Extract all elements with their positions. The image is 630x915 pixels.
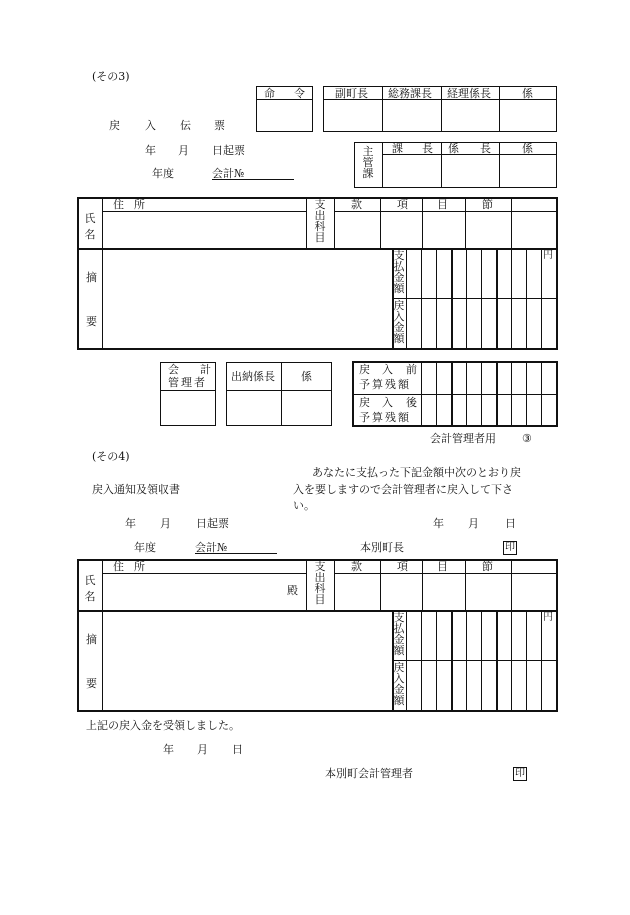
receipt-year: 年 (163, 743, 174, 756)
form3-col-setsu: 節 (482, 198, 493, 211)
form4-date-year: 年 (125, 517, 136, 530)
form4-date-month: 月 (160, 517, 171, 530)
section-label-3: (その3) (92, 70, 130, 83)
form4-col-kou: 項 (397, 560, 408, 573)
approval-section-chief-2: 長 (422, 142, 433, 155)
approval-deputy-mayor: 副町長 (335, 87, 368, 100)
approval-clerk-2: 係 (522, 142, 533, 155)
form3-col-moku: 目 (437, 198, 448, 211)
accountant-label-3: 管理者 (168, 376, 207, 389)
form3-paid-label: 支払金額 (393, 249, 405, 295)
accountant-label-2: 計 (200, 363, 211, 376)
form3-summary-2: 要 (86, 315, 97, 328)
form4-summary-2: 要 (86, 677, 97, 690)
form3-col-kan: 款 (351, 198, 362, 211)
form4-col-moku: 目 (437, 560, 448, 573)
form4-fiscal-year: 年度 (134, 541, 156, 554)
form4-col-kan: 款 (351, 560, 362, 573)
form3-account-no (212, 168, 294, 180)
after-label-2: 入 (382, 396, 393, 409)
approval-clerk: 係 (522, 87, 533, 100)
section-label-4: (その4) (92, 450, 130, 463)
before-label-1: 戻 (359, 363, 370, 376)
form4-account-no (195, 542, 277, 554)
approval-section-chief-1: 課 (392, 142, 403, 155)
form3-title-char-1: 戻 (109, 119, 120, 132)
accountant-label-1: 会 (168, 363, 179, 376)
form4-summary-1: 摘 (86, 633, 97, 646)
form4-col-setsu: 節 (482, 560, 493, 573)
form4-right-day: 日 (505, 517, 516, 530)
form4-yen: 円 (543, 612, 553, 623)
after-label-4: 予算残額 (359, 411, 411, 424)
cashier-label: 出納係長 (231, 370, 275, 383)
receipt-text: 上記の戻入金を受領しました。 (86, 719, 240, 732)
approval-order-c2: 令 (294, 87, 305, 100)
form3-fiscal-year: 年度 (152, 167, 174, 180)
form3-date-suffix: 日起票 (212, 144, 245, 157)
form3-address-1: 住 (113, 198, 124, 211)
form4-account-no-text: 会計№ (195, 542, 277, 554)
accountant-name: 本別町会計管理者 (325, 767, 413, 780)
form3-account-no-text: 会計№ (212, 168, 294, 180)
cashier-clerk-label: 係 (301, 370, 312, 383)
form3-title-char-4: 票 (214, 119, 225, 132)
form3-date-year: 年 (145, 144, 156, 157)
form4-right-month: 月 (468, 517, 479, 530)
form4-budget-label: 支出科目 (314, 560, 326, 606)
form3-col-kou: 項 (397, 198, 408, 211)
after-label-1: 戻 (359, 396, 370, 409)
form3-title-char-3: 伝 (180, 119, 191, 132)
form4-address-2: 所 (134, 560, 145, 573)
footer-note: 会計管理者用 (430, 432, 496, 445)
approval-accounting-chief: 経理係長 (447, 87, 491, 100)
form4-honorific: 殿 (287, 584, 298, 597)
before-label-3: 前 (406, 363, 417, 376)
form4-mayor-seal: 印 (505, 542, 515, 553)
form4-notice-3: い。 (293, 499, 315, 512)
before-label-2: 入 (382, 363, 393, 376)
approval-order-c1: 命 (264, 87, 275, 100)
form4-title: 戻入通知及領収書 (92, 483, 180, 496)
form3-date-month: 月 (178, 144, 189, 157)
approval-unit-chief-1: 係 (448, 142, 459, 155)
form4-right-year: 年 (433, 517, 444, 530)
receipt-day: 日 (232, 743, 243, 756)
form3-name-label: 氏名 (84, 212, 96, 241)
before-label-4: 予算残額 (359, 378, 411, 391)
approval-main-dept: 主管課 (362, 145, 374, 180)
form4-notice-1: あなたに支払った下記金額中次のとおり戻 (312, 466, 521, 479)
form4-refund-label: 戻入金額 (393, 661, 405, 707)
form3-address-2: 所 (134, 198, 145, 211)
receipt-month: 月 (197, 743, 208, 756)
form3-summary-1: 摘 (86, 271, 97, 284)
form3-refund-label: 戻入金額 (393, 299, 405, 345)
form4-address-1: 住 (113, 560, 124, 573)
form3-title-char-2: 入 (145, 119, 156, 132)
after-label-3: 後 (406, 396, 417, 409)
form4-paid-label: 支払金額 (393, 611, 405, 657)
approval-unit-chief-2: 長 (480, 142, 491, 155)
form4-date-suffix: 日起票 (196, 517, 229, 530)
approval-general-affairs: 総務課長 (388, 87, 432, 100)
form4-notice-2: 入を要しますので会計管理者に戻入して下さ (293, 483, 513, 496)
form3-yen: 円 (543, 250, 553, 261)
form3-budget-label: 支出科目 (314, 198, 326, 244)
form4-name-label: 氏名 (84, 574, 96, 603)
footer-mark: ③ (522, 432, 532, 445)
form4-mayor: 本別町長 (360, 541, 404, 554)
accountant-seal: 印 (515, 768, 525, 779)
